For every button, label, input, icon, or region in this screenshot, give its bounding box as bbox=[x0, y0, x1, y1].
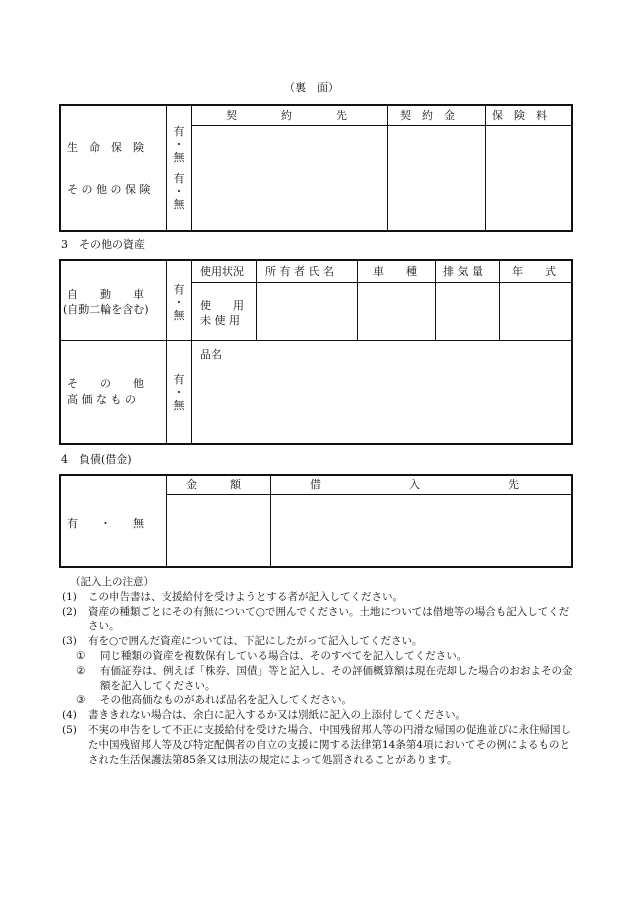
header-model-year: 年 式 bbox=[512, 265, 556, 278]
notes-title: （記入上の注意） bbox=[70, 576, 154, 588]
divider bbox=[357, 260, 358, 340]
header-lender: 借 入 先 bbox=[310, 478, 519, 491]
header-owner-name: 所 有 者 氏 名 bbox=[265, 265, 334, 278]
divider bbox=[60, 340, 572, 341]
divider bbox=[387, 105, 388, 231]
header-premium: 保 険 料 bbox=[492, 109, 547, 122]
header-exhaust: 排 気 量 bbox=[443, 265, 483, 278]
other-insurance-label: そ の 他 の 保 険 bbox=[67, 183, 151, 196]
divider bbox=[166, 105, 167, 231]
note-item: (5) 不実の申告をして不正に支援給付を受けた場合、中国残留邦人等の円滑な帰国の促進並びに永住帰国した中国残留邦人等及び特定配偶者の自立の支援に関する法律第14条第4項においてその例によるものとされた生活保護法第85条又は刑法の規定によって処罰されることがあります。 bbox=[62, 723, 571, 766]
header-contract-amount: 契 約 金 bbox=[400, 109, 455, 122]
note-subitem: ③ その他高価なものがあれば品名を記入してください。 bbox=[76, 694, 352, 707]
header-car-type: 車 種 bbox=[373, 265, 417, 278]
page-side-label: （裏 面） bbox=[284, 81, 339, 94]
note-subitem: ① 同じ種類の資産を複数保有している場合は、そのすべてを記入してください。 bbox=[76, 649, 468, 662]
divider bbox=[191, 260, 192, 444]
insurance-table bbox=[59, 104, 573, 232]
header-usage: 使用状況 bbox=[200, 265, 244, 278]
note-item: (1) この申告書は、支援給付を受けようとする者が記入してください。 bbox=[62, 590, 403, 603]
note-item: (4) 書ききれない場合は、余白に記入するか又は別紙に記入の上添付してください。 bbox=[62, 709, 466, 722]
usage-unused: 未 使 用 bbox=[200, 314, 240, 327]
life-insurance-umu: 有 ・ 無 bbox=[173, 125, 185, 164]
other-assets-table bbox=[59, 259, 573, 445]
car-label: 自 動 車 bbox=[67, 288, 144, 301]
divider bbox=[166, 260, 167, 444]
note-subitem: ② 有価証券は、例えば「株券、国債」等と記入し、その評価概算額は現在売却した場合のおおよその金額を記入してください。 bbox=[76, 664, 573, 692]
valuables-label-1: そ の 他 bbox=[67, 377, 144, 390]
other-insurance-umu: 有 ・ 無 bbox=[173, 172, 185, 211]
notes-section bbox=[58, 575, 578, 767]
divider bbox=[166, 475, 167, 567]
section4-title: 4 負債(借金) bbox=[61, 453, 132, 466]
section3-title: 3 その他の資産 bbox=[61, 238, 145, 251]
divider bbox=[192, 125, 572, 126]
valuables-label-2: 高 価 な も の bbox=[67, 393, 136, 406]
note-item: (2) 資産の種類ごとにその有無について○で囲んでください。土地については借地等の場合も記入してください。 bbox=[62, 605, 570, 633]
divider bbox=[435, 260, 436, 340]
divider bbox=[499, 260, 500, 340]
car-sublabel: (自動二輪を含む) bbox=[63, 303, 149, 316]
debt-umu: 有 ・ 無 bbox=[67, 517, 144, 530]
note-item: (3) 有を○で囲んだ資産については、下記にしたがって記入してください。 bbox=[62, 635, 423, 648]
usage-in-use: 使 用 bbox=[200, 299, 244, 312]
car-umu: 有 ・ 無 bbox=[173, 283, 185, 322]
divider bbox=[167, 494, 572, 495]
divider bbox=[191, 105, 192, 231]
divider bbox=[256, 260, 257, 340]
divider bbox=[192, 282, 572, 283]
header-debt-amount: 金 額 bbox=[186, 478, 241, 491]
item-name-label: 品名 bbox=[200, 348, 222, 361]
divider bbox=[270, 475, 271, 567]
divider bbox=[485, 105, 486, 231]
header-contract-party: 契 約 先 bbox=[226, 109, 347, 122]
valuables-umu: 有 ・ 無 bbox=[173, 373, 185, 412]
life-insurance-label: 生 命 保 険 bbox=[67, 141, 144, 154]
